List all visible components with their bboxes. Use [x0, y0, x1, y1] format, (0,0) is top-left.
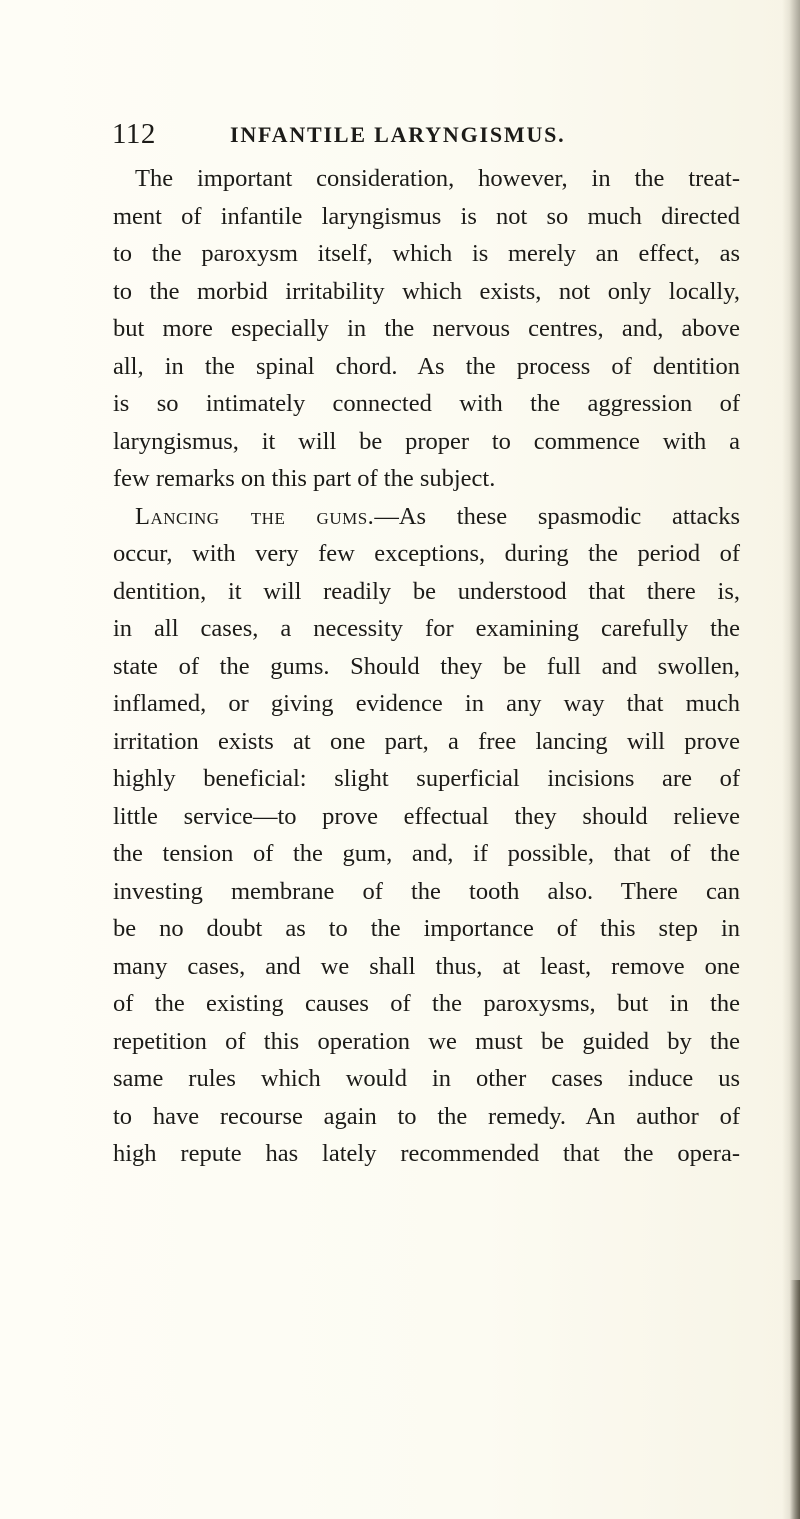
- text-line: to have recourse again to the remedy. An author of: [113, 1102, 740, 1130]
- text-line: ment of infantile laryngismus is not so much directed: [113, 202, 740, 230]
- text-line: few remarks on this part of the subject.: [113, 465, 496, 492]
- text-line: state of the gums. Should they be full and swollen,: [113, 652, 740, 680]
- text-line: of the existing causes of the paroxysms, but in the: [113, 990, 740, 1017]
- text-line: repetition of this operation we must be guided by the: [113, 1027, 740, 1055]
- text-line: The important consideration, however, in the treat-: [135, 165, 740, 192]
- text-line: laryngismus, it will be proper to commence with a: [113, 427, 740, 455]
- page-edge-dark: [790, 1280, 800, 1519]
- page-number: 112: [112, 118, 156, 150]
- text-line: little service—to prove effectual they should relieve: [113, 802, 740, 830]
- text-line: dentition, it will readily be understood that there is,: [113, 577, 740, 605]
- text-line: high repute has lately recommended that the opera-: [113, 1140, 740, 1167]
- text-line-rest: —As these spasmodic attacks: [374, 502, 740, 530]
- body-text: [113, 160, 740, 1173]
- page-header: [112, 118, 732, 150]
- text-line: is so intimately connected with the aggression of: [113, 390, 740, 417]
- text-line: but more especially in the nervous centres, and, above: [113, 315, 740, 342]
- section-first-line: [113, 498, 740, 536]
- text-line: inflamed, or giving evidence in any way that much: [113, 690, 740, 717]
- text-line: in all cases, a necessity for examining carefully the: [113, 615, 740, 642]
- text-line: to the paroxysm itself, which is merely an effect, as: [113, 240, 740, 267]
- section-heading: Lancing the gums.: [135, 502, 375, 530]
- running-head: INFANTILE LARYNGISMUS.: [230, 122, 566, 147]
- text-line: many cases, and we shall thus, at least, remove one: [113, 952, 740, 980]
- text-line: be no doubt as to the importance of this step in: [113, 915, 740, 942]
- text-line: the tension of the gum, and, if possible, that of the: [113, 840, 740, 867]
- text-line: to the morbid irritability which exists, not only locally,: [113, 277, 740, 305]
- text-line: investing membrane of the tooth also. There can: [113, 877, 740, 905]
- text-line: all, in the spinal chord. As the process of dentition: [113, 352, 740, 380]
- text-line: highly beneficial: slight superficial incisions are of: [113, 765, 740, 792]
- text-line: irritation exists at one part, a free lancing will prove: [113, 727, 740, 755]
- text-line: occur, with very few exceptions, during the period of: [113, 540, 740, 567]
- text-line: same rules which would in other cases induce us: [113, 1065, 740, 1092]
